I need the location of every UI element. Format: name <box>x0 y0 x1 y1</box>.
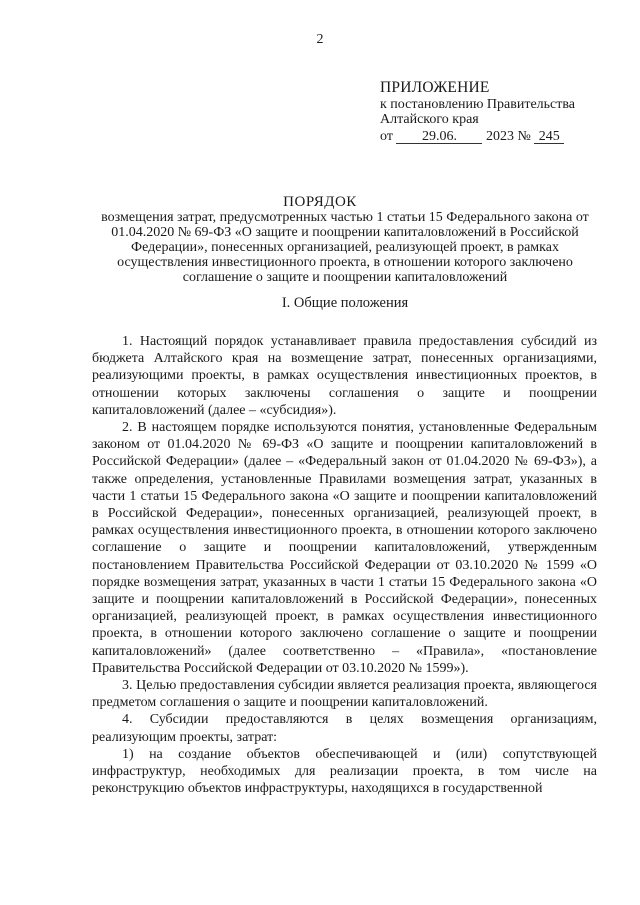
paragraph-4: 4. Субсидии предоставляются в целях возмещения организациям, реализующим проекты, затрат: <box>92 712 597 745</box>
paragraph-3: 3. Целью предоставления субсидии является реализация проекта, являющегося предметом соглашения о защите и поощрении капиталовложений. <box>92 678 597 711</box>
paragraph-1: 1. Настоящий порядок устанавливает правила предоставления субсидий из бюджета Алтайского края на возмещение затрат, понесенных организациями, реализующими проекты, в рамках осуществления инвестиционных проектов, в отношении которых заключены соглашения о защите и поощрении капиталовложений (далее – «субсидия»). <box>92 334 597 418</box>
appendix-block <box>380 80 620 144</box>
appendix-title: ПРИЛОЖЕНИЕ <box>380 79 490 96</box>
appendix-line-1: к постановлению Правительства <box>380 97 576 112</box>
page-number: 2 <box>316 32 324 47</box>
paragraph-2: 2. В настоящем порядке используются понятия, установленные Федеральным законом от 01.04.2020 № 69-ФЗ «О защите и поощрении капиталовложений в Российской Федерации» (далее – «Федеральный закон от 01.04.2020 № 69-ФЗ»), а также определения, установленные Правилами возмещения затрат, указанных в части 1 статьи 15 Федерального закона «О защите и поощрении капиталовложений в Российской Федерации», понесенных организацией, реализующей проект, в рамках осуществления инвестиционного проекта, в отношении которого заключено соглашение о защите и поощрении капиталовложений, утвержденным постановлением Правительства Российской Федерации от 03.10.2020 № 1599 «О порядке возмещения затрат, указанных в части 1 статьи 15 Федерального закона «О защите и поощрении капиталовложений в Российской Федерации», понесенных организацией, реализующей проект, в рамках осуществления инвестиционного проекта, в отношении которого заключено соглашение о защите и поощрении капиталовложений» (далее соответственно – «Правила», «постановление Правительства Российской Федерации от 03.10.2020 № 1599»). <box>92 420 597 676</box>
document-heading: ПОРЯДОК <box>283 194 357 210</box>
appendix-from-label: от <box>380 129 393 144</box>
body-text <box>92 333 597 797</box>
appendix-date-row <box>380 129 620 144</box>
document-subheading: возмещения затрат, предусмотренных частью 1 статьи 15 Федерального закона от 01.04.2020 № 69-ФЗ «О защите и поощрении капиталовложений в Российской Федерации», понесенных организацией, реализующей проект, в рамках осуществления инвестиционного проекта, в отношении которого заключено соглашение о защите и поощрении капиталовложений <box>101 210 589 285</box>
paragraph-5: 1) на создание объектов обеспечивающей и (или) сопутствующей инфраструктур, необходимых для реализации проекта, в том числе на реконструкцию объектов инфраструктуры, находящихся в государственной <box>92 746 597 797</box>
appendix-date: 29.06. <box>396 130 482 144</box>
appendix-number: 245 <box>534 130 564 144</box>
section-title: I. Общие положения <box>281 295 409 311</box>
appendix-line-2: Алтайского края <box>380 112 479 127</box>
appendix-year: 2023 № <box>485 129 531 144</box>
